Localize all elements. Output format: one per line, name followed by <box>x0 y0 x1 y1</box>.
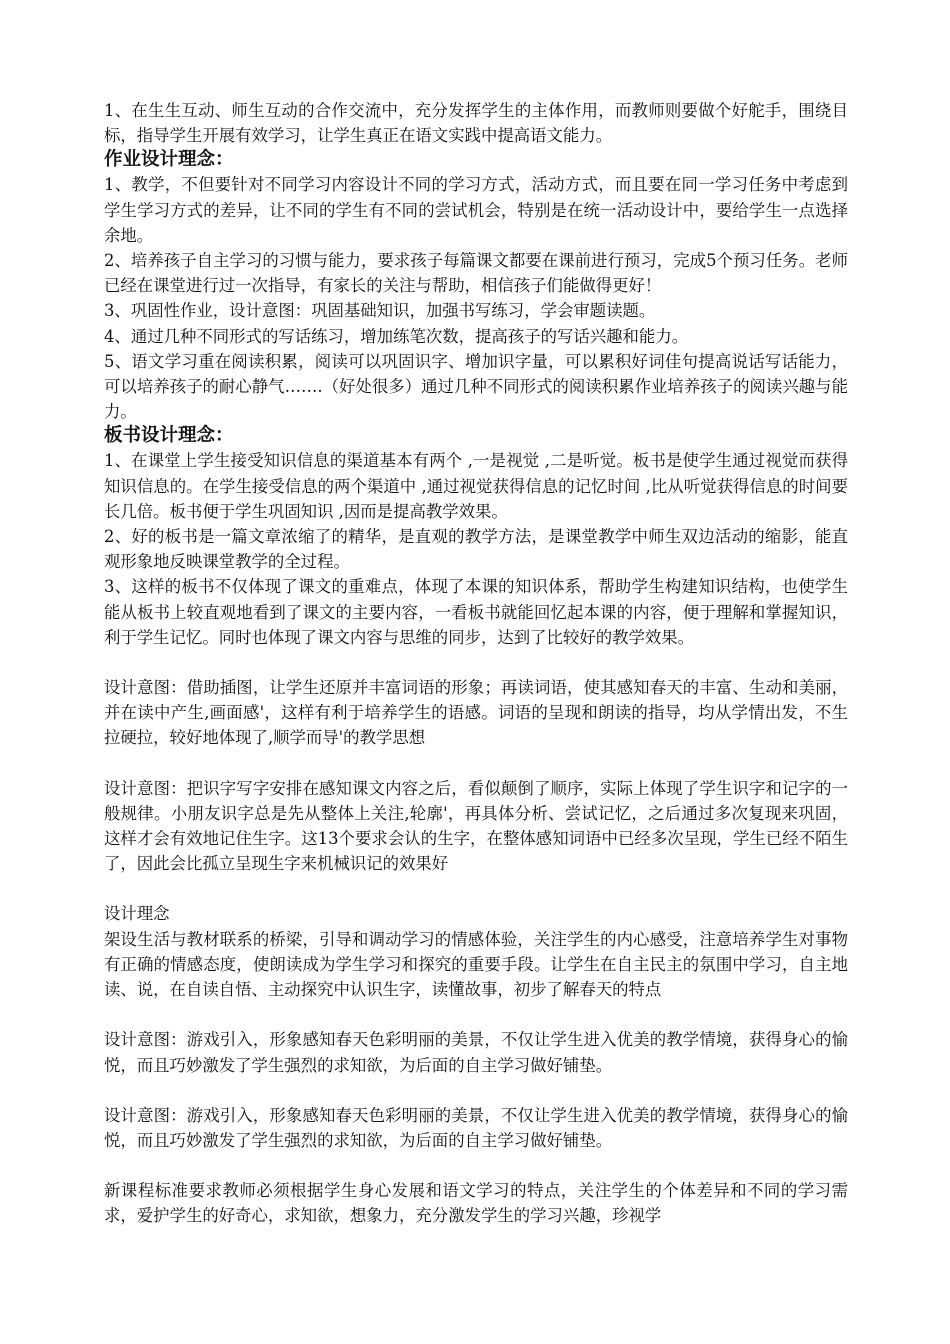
board-heading: 板书设计理念： <box>104 425 234 447</box>
homework-item-1: 1、教学，不但要针对不同学习内容设计不同的学习方式，活动方式，而且要在同一学习任务中考虑到学生学习方式的差异，让不同的学生有不同的尝试机会，特别是在统一活动设计中，要给学生一点选择余地。 <box>104 175 848 245</box>
intro-paragraph: 1、在生生互动、师生互动的合作交流中，充分发挥学生的主体作用，而教师则要做个好舵手，围绕目标，指导学生开展有效学习，让学生真正在语文实践中提高语文能力。 <box>104 101 848 146</box>
design-intent-2: 设计意图：把识字写字安排在感知课文内容之后，看似颠倒了顺序，实际上体现了学生识字和记字的一般规律。小朋友识字总是先从整体上关注‚轮廓'，再具体分析、尝试记忆，之后通过多次复现来巩固，这样才会有效地记住生字。这13个要求会认的生字，在整体感知词语中已经多次呈现，学生已经不陌生了，因此会比孤立呈现生字来机械识记的效果好 <box>104 778 848 874</box>
spacer <box>104 1002 848 1027</box>
spacer <box>104 876 848 901</box>
homework-item-5: 5、语文学习重在阅读积累，阅读可以巩固识字、增加识字量，可以累积好词佳句提高说话写话能力，可以培养孩子的耐心静气…….（好处很多）通过几种不同形式的阅读积累作业培养孩子的阅读兴趣与能力。 <box>104 351 848 422</box>
spacer <box>104 1153 848 1178</box>
design-intent-1: 设计意图：借助插图，让学生还原并丰富词语的形象；再读词语，使其感知春天的丰富、生动和美丽，并在读中产生‚画面感'，这样有利于培养学生的语感。词语的呈现和朗读的指导，均从学情出发，不生拉硬拉，较好地体现了‚顺学而导'的教学思想 <box>104 678 848 748</box>
board-item-2: 2、好的板书是一篇文章浓缩了的精华，是直观的教学方法，是课堂教学中师生双边活动的缩影，能直观形象地反映课堂教学的全过程。 <box>104 527 848 572</box>
board-item-3: 3、这样的板书不仅体现了课文的重难点，体现了本课的知识体系，帮助学生构建知识结构，也使学生能从板书上较直观地看到了课文的主要内容，一看板书就能回忆起本课的内容，便于理解和掌握知识，利于学生记忆。同时也体现了课文内容与思维的同步，达到了比较好的教学效果。 <box>104 577 848 647</box>
spacer <box>104 1078 848 1103</box>
spacer <box>104 751 848 776</box>
design-concept-body: 架设生活与教材联系的桥梁，引导和调动学习的情感体验，关注学生的内心感受，注意培养学生对事物有正确的情感态度，使朗读成为学生学习和探究的重要手段。让学生在自主民主的氛围中学习，自主地读、说，在自读自悟、主动探究中认识生字，读懂故事，初步了解春天的特点 <box>104 929 848 1000</box>
homework-item-4: 4、通过几种不同形式的写话练习，增加练笔次数，提高孩子的写话兴趣和能力。 <box>104 326 689 346</box>
design-concept-title: 设计理念 <box>104 904 170 924</box>
homework-item-2: 2、培养孩子自主学习的习惯与能力，要求孩子每篇课文都要在课前进行预习，完成5个预习任务。老师已经在课堂进行过一次指导，有家长的关注与帮助，相信孩子们能做得更好！ <box>104 251 848 296</box>
design-intent-3: 设计意图：游戏引入，形象感知春天色彩明丽的美景，不仅让学生进入优美的教学情境，获得身心的愉悦，而且巧妙激发了学生强烈的求知欲，为后面的自主学习做好铺垫。 <box>104 1030 848 1075</box>
document-page <box>104 98 848 1229</box>
homework-heading: 作业设计理念： <box>104 149 234 171</box>
spacer <box>104 650 848 675</box>
design-intent-4: 设计意图：游戏引入，形象感知春天色彩明丽的美景，不仅让学生进入优美的教学情境，获得身心的愉悦，而且巧妙激发了学生强烈的求知欲，为后面的自主学习做好铺垫。 <box>104 1105 848 1150</box>
final-paragraph: 新课程标准要求教师必须根据学生身心发展和语文学习的特点，关注学生的个体差异和不同的学习需求，爱护学生的好奇心，求知欲，想象力，充分激发学生的学习兴趣，珍视学 <box>104 1181 848 1226</box>
board-item-1: 1、在课堂上学生接受知识信息的渠道基本有两个 ,一是视觉 ,二是听觉。板书是使学生通过视觉而获得知识信息的。在学生接受信息的两个渠道中 ,通过视觉获得信息的记忆时间 ,比从听觉获得信息的时间要长几倍。板书便于学生巩固知识 ,因而是提高教学效果。 <box>104 451 848 521</box>
homework-item-3: 3、巩固性作业，设计意图：巩固基础知识，加强书写练习，学会审题读题。 <box>104 301 656 321</box>
